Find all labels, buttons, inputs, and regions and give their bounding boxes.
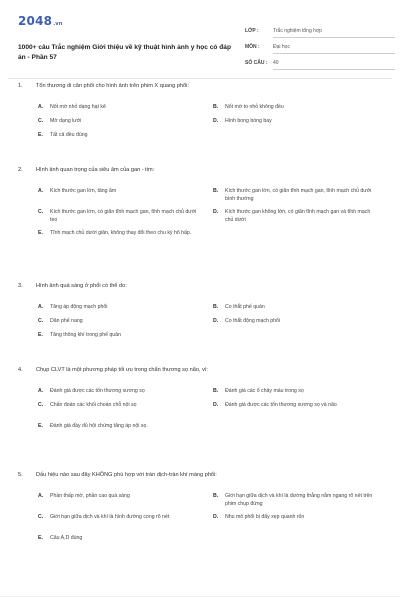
option-text: Chẩn đoán các khối choán chỗ nội sọ [50,402,137,408]
answer-option[interactable] [38,535,213,547]
question-5 [18,471,386,547]
answer-options [38,493,386,547]
answer-option[interactable] [38,104,213,118]
question-text: Hình ảnh quan trọng của siêu âm của gan - tim: [36,167,155,173]
question-number: 2. [18,167,23,173]
answer-option[interactable] [213,104,388,118]
meta-class-label: LỚP : [245,28,259,34]
answer-option[interactable] [38,493,213,514]
option-key: C. [38,402,44,408]
meta-count-label: SỐ CÂU : [245,60,268,66]
question-stem [18,82,386,92]
option-text: Đánh giá đầy đủ hội chứng tăng áp nội sọ. [50,423,148,429]
meta-class-row [245,28,395,38]
option-row [38,132,388,144]
answer-option[interactable] [213,514,388,535]
option-text: Tăng thông khí trong phế quản [50,332,121,338]
option-key: B. [213,104,219,110]
answer-option[interactable] [38,423,213,443]
option-text: Kích thước gan lớn, có giãn tĩnh mạch gan, tĩnh mạch chủ dưới bình thường [225,188,372,202]
site-logo[interactable] [18,14,63,28]
option-text: Đánh giá được các tổn thương xương sọ và não [225,402,337,408]
answer-options [38,104,386,144]
option-row [38,230,388,250]
option-text: Co thắt phế quản [225,304,265,310]
question-number: 4. [18,367,23,373]
option-row [38,188,388,209]
answer-option[interactable] [38,132,213,144]
option-text: Mờ dạng lưới [50,118,82,124]
option-key: D. [213,118,219,124]
answer-option[interactable] [38,332,213,344]
meta-count-value: 40 [273,60,395,70]
question-text: Hình ảnh quá sáng ở phổi có thể do: [36,283,127,289]
option-key: E. [38,132,43,138]
answer-option[interactable] [213,188,388,209]
option-row [38,493,388,514]
option-key: A. [38,388,44,394]
document-meta [245,28,395,76]
option-row [38,104,388,118]
option-key: D. [213,402,219,408]
question-text: Tổn thương di căn phổi cho hình ảnh trên phim X quang phổi: [36,83,189,89]
option-key: A. [38,304,44,310]
option-text: Giới hạn giữa dịch và khí là đường thẳng nằm ngang rõ nét trên phim chụp đứng [225,493,373,507]
option-text: Đánh giá được các tổn thương xương sọ [50,388,145,394]
option-text: Co thắt động mạch phổi [225,318,281,324]
option-row [38,304,388,318]
option-text: Nốt mờ nhỏ dạng hạt kê [50,104,106,110]
option-row [38,388,388,402]
option-row [38,535,388,547]
meta-count-row [245,60,395,70]
option-key: A. [38,188,44,194]
option-key: B. [213,493,219,499]
option-key: B. [213,388,219,394]
logo-main: 2048 [18,14,53,28]
answer-option[interactable] [213,304,388,318]
option-text: Phần thấp mờ, phần cao quá sáng [50,493,130,499]
question-3 [18,282,386,344]
option-key: D. [213,318,219,324]
option-key: D. [213,514,219,520]
option-text: Kích thước gan không lớn, có giãn tĩnh mạch gan và tĩnh mạch chủ dưới [225,209,371,223]
document-header [18,12,382,72]
question-4 [18,366,386,443]
option-row [38,118,388,132]
option-key: C. [38,514,44,520]
answer-option[interactable] [38,388,213,402]
option-text: Nhu mô phổi bị đẩy xẹp quanh rốn [225,514,305,520]
question-number: 1. [18,83,23,89]
option-text: Tăng áp động mạch phổi [50,304,108,310]
answer-option[interactable] [213,402,388,423]
option-row [38,514,388,535]
meta-class-value: Trắc nghiệm tổng hợp [273,28,395,38]
option-text: Hình bong bóng bay [225,118,272,124]
option-row [38,402,388,423]
option-text: Nốt mờ to nhỏ không đều [225,104,284,110]
question-text: Dấu hiệu nào sau đây KHÔNG phù hợp với tràn dịch-tràn khí màng phổi: [36,472,217,478]
option-text: Dãn phế nang [50,318,83,324]
question-number: 5. [18,472,23,478]
option-text: Kích thước gan lớn, có giãn tĩnh mạch gan, tĩnh mạch chủ dưới teo [50,209,197,223]
question-text: Chụp CLVT là một phương pháp tối ưu trong chẩn thương sọ não, vì: [36,367,208,373]
meta-subject-row [245,44,395,54]
question-number: 3. [18,283,23,289]
answer-options [38,388,386,443]
option-key: B. [213,188,219,194]
question-1 [18,82,386,144]
option-text: Kích thước gan lớn, tăng âm [50,188,117,194]
answer-option[interactable] [213,493,388,514]
option-key: E. [38,230,43,236]
option-row [38,423,388,443]
option-key: C. [38,318,44,324]
option-key: E. [38,423,43,429]
question-stem [18,471,386,481]
meta-subject-label: MÔN : [245,44,260,50]
option-key: A. [38,493,44,499]
option-text: Đánh giá các ổ chảy máu trong sọ [225,388,304,394]
option-key: B. [213,304,219,310]
option-key: C. [38,209,44,215]
logo-suffix: .vn [53,21,63,27]
option-key: D. [213,209,219,215]
answer-option[interactable] [213,118,388,132]
document-title: 1000+ câu Trắc nghiệm Giới thiệu về kỹ thuật hình ảnh y học có đáp án - Phần 57 [18,44,231,61]
meta-subject-value: Đại học [273,44,395,54]
option-key: E. [38,332,43,338]
answer-options [38,188,386,250]
page-bottom-divider [0,596,400,597]
question-list [18,82,386,577]
option-text: Tĩnh mạch chủ dưới giãn, không thay đổi theo chu kỳ hô hấp. [50,230,192,236]
answer-option[interactable] [38,318,213,332]
option-key: C. [38,118,44,124]
option-text: Tất cả đều đúng [50,132,88,138]
answer-option[interactable] [213,209,388,230]
question-stem [18,166,386,176]
option-key: A. [38,104,44,110]
question-stem [18,366,386,376]
option-text: Giới hạn giữa dịch và khí là hình đường cong rõ nét [50,514,170,520]
option-row [38,209,388,230]
answer-option[interactable] [213,388,388,402]
answer-options [38,304,386,344]
answer-option[interactable] [38,402,213,423]
header-divider [8,78,392,79]
answer-option[interactable] [38,514,213,535]
answer-option[interactable] [38,188,213,209]
answer-option[interactable] [38,304,213,318]
answer-option[interactable] [38,209,213,230]
option-key: E. [38,535,43,541]
answer-option[interactable] [213,318,388,332]
answer-option[interactable] [38,118,213,132]
answer-option[interactable] [38,230,213,250]
question-2 [18,166,386,250]
question-stem [18,282,386,292]
option-row [38,318,388,332]
option-row [38,332,388,344]
option-text: Câu A,D đúng [50,535,83,541]
